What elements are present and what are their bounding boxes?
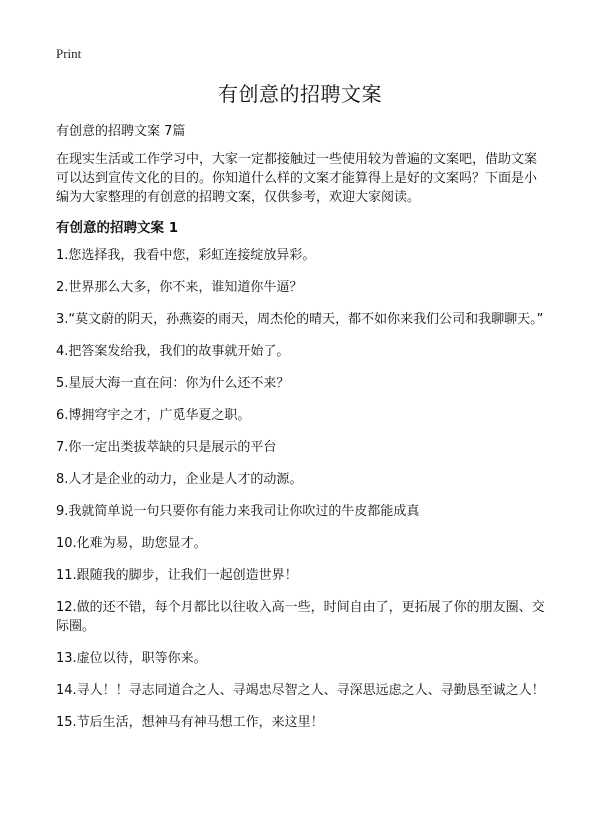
list-item: 4.把答案发给我，我们的故事就开始了。: [56, 344, 290, 359]
list-item: 5.星辰大海一直在问：你为什么还不来？: [56, 376, 290, 391]
list-item: 2.世界那么大多，你不来，谁知道你牛逼？: [56, 280, 303, 295]
document-subtitle: 有创意的招聘文案 7篇: [56, 124, 186, 139]
section-heading: 有创意的招聘文案 1: [56, 220, 179, 236]
slogan-list: [56, 246, 548, 745]
intro-paragraph: 在现实生活或工作学习中，大家一定都接触过一些使用较为普遍的文案吧，借助文案可以达到宣传文化的目的。你知道什么样的文案才能算得上是好的文案吗？下面是小编为大家整理的有创意的招聘文案，仅供参考，欢迎大家阅读。: [56, 152, 538, 205]
document-title: 有创意的招聘文案: [218, 82, 382, 106]
list-item: 6.博拥穹宇之才，广觅华夏之职。: [56, 408, 251, 423]
list-item: 15.节后生活，想神马有神马想工作，来这里！: [56, 715, 324, 730]
list-item: 7.你一定出类拔萃缺的只是展示的平台: [56, 440, 277, 455]
list-item: 13.虚位以待，职等你来。: [56, 651, 207, 666]
list-item: 3.“莫文蔚的阴天，孙燕姿的雨天，周杰伦的晴天，都不如你来我们公司和我聊聊天。”: [56, 312, 544, 327]
list-item: 14.寻人！！寻志同道合之人、寻竭忠尽智之人、寻深思远虑之人、寻勤恳至诚之人！: [56, 683, 545, 698]
list-item: 1.您选择我，我看中您，彩虹连接绽放异彩。: [56, 248, 316, 263]
list-item: 12.做的还不错，每个月都比以往收入高一些，时间自由了，更拓展了你的朋友圈、交际圈。: [56, 600, 545, 634]
print-label[interactable]: Print: [56, 46, 82, 61]
list-item: 9.我就简单说一句只要你有能力来我司让你吹过的牛皮都能成真: [56, 504, 420, 519]
list-item: 8.人才是企业的动力，企业是人才的动源。: [56, 472, 303, 487]
list-item: 10.化难为易，助您显才。: [56, 536, 207, 551]
list-item: 11.跟随我的脚步，让我们一起创造世界！: [56, 568, 298, 583]
